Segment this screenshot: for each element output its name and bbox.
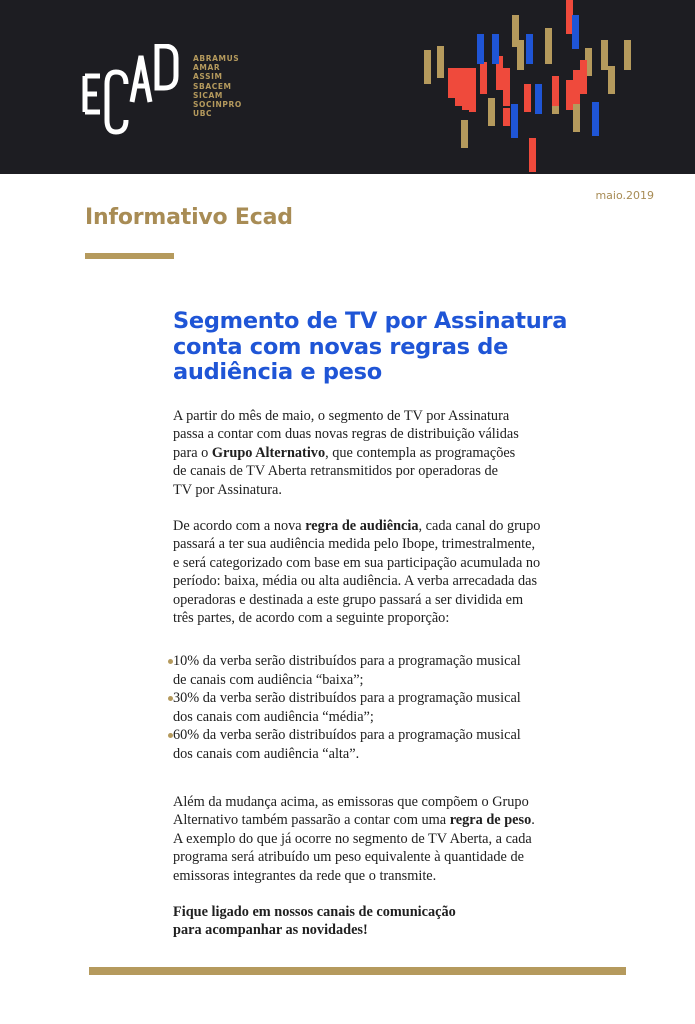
text-line: 30% da verba serão distribuídos para a programação musical [173,690,521,707]
association-item: SBACEM [193,81,232,91]
list-item [173,652,578,689]
title-underline [85,253,174,259]
text-fragment: , cada canal do grupo [418,518,541,535]
closing-call-to-action [173,903,578,940]
association-item: UBC [193,109,213,119]
article-headline [173,309,613,386]
association-item: ABRAMUS [193,54,240,63]
text-line: 10% da verba serão distribuídos para a programação musical [173,653,521,670]
header-banner [0,0,695,174]
text-line: e será categorizado com base em sua participação acumulada no [173,554,541,571]
proportion-list [173,652,578,762]
text-line: passará a ter sua audiência medida pelo Ibope, trimestralmente, [173,536,536,553]
paragraph-intro [173,407,578,499]
text-line: dos canais com audiência “média”; [173,708,374,725]
text-line: dos canais com audiência “alta”. [173,745,360,762]
text-line: Além da mudança acima, as emissoras que compõem o Grupo [173,793,529,810]
text-line: de canais de TV Aberta retransmitidos por operadoras de [173,463,499,480]
text-line: de canais com audiência “baixa”; [173,671,364,688]
bold-term: Grupo Alternativo [211,444,326,461]
section-title: Informativo Ecad [85,205,293,230]
text-line: TV por Assinatura. [173,481,282,498]
text-line: A exemplo do que já ocorre no segmento de TV Aberta, a cada [173,830,532,847]
text-line: emissoras integrantes da rede que o transmite. [173,867,437,884]
article-body [173,407,578,940]
association-item: SOCINPRO [193,100,242,110]
text-line: para acompanhar as novidades! [173,922,368,939]
text-line: programa será atribuído um peso equivalente à quantidade de [173,849,524,866]
text-fragment: , que contempla as programações [325,444,516,461]
text-fragment: De acordo com a nova [173,518,306,535]
association-item: AMAR [193,63,221,73]
text-line: 60% da verba serão distribuídos para a programação musical [173,727,521,744]
text-fragment: Alternativo também passarão a contar com uma [173,812,450,829]
association-item: ASSIM [193,72,223,82]
issue-date: maio.2019 [595,189,654,202]
text-line: operadoras e destinada a este grupo passará a ser dividida em [173,591,524,608]
headline-line: Segmento de TV por Assinatura [173,308,568,334]
paragraph-weight-rule [173,793,578,885]
text-line: passa a contar com duas novas regras de distribuição válidas [173,426,519,443]
bold-term: regra de peso [449,812,532,829]
text-line: três partes, de acordo com a seguinte proporção: [173,610,450,627]
association-item: SICAM [193,90,223,100]
text-line: período: baixa, média ou alta audiência. A verba arrecadada das [173,573,538,590]
footer-rule [89,967,626,975]
text-line: Fique ligado em nossos canais de comunicação [173,903,456,920]
text-fragment: . [531,812,535,829]
bold-term: regra de audiência [305,518,419,535]
text-line: A partir do mês de maio, o segmento de TV por Assinatura [173,408,510,424]
list-item [173,726,578,763]
paragraph-audience-rule [173,517,578,627]
decorative-bars-graphic [0,0,695,174]
headline-line: conta com novas regras de [173,333,509,360]
text-fragment: para o [173,444,212,461]
list-item [173,689,578,726]
headline-line: audiência e peso [173,359,382,385]
